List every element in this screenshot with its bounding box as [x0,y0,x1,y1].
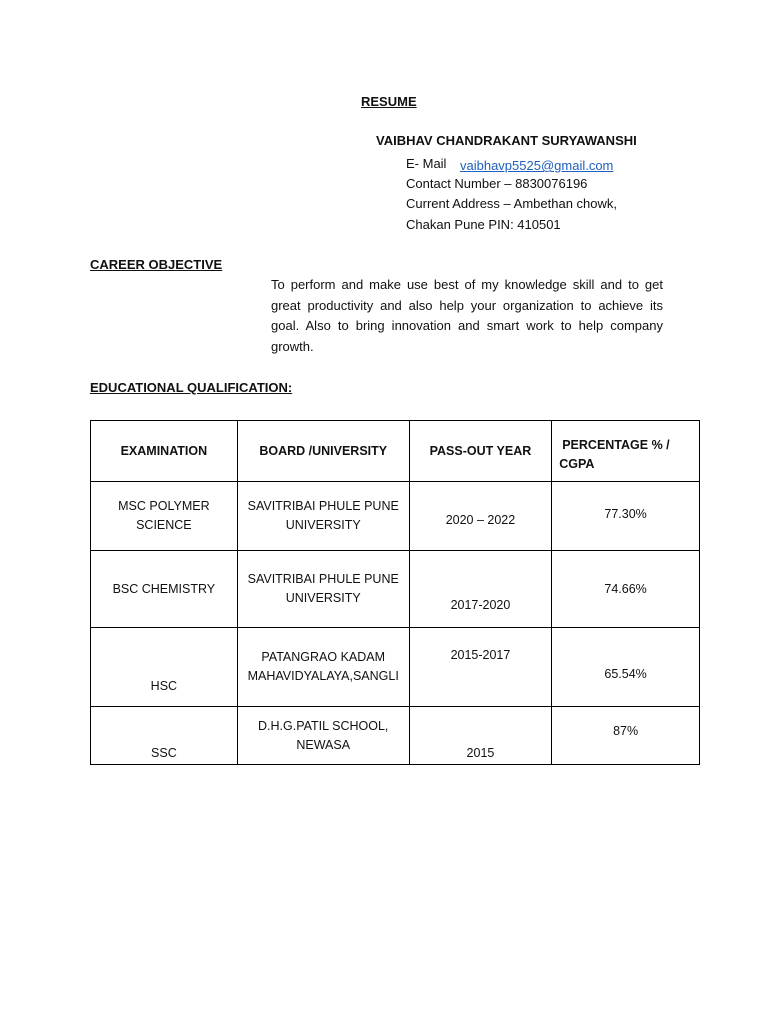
board-cell [237,482,409,551]
percentage-cell: 65.54% [552,628,700,707]
year-cell: 2015 [409,707,552,765]
board-line: D.H.G.PATIL SCHOOL, [258,718,389,733]
education-table [90,420,700,765]
percentage-cell: 87% [552,707,700,765]
candidate-name: VAIBHAV CHANDRAKANT SURYAWANSHI [376,133,637,148]
table-row [91,551,700,628]
header-board-university: BOARD /UNIVERSITY [237,421,409,482]
board-cell [237,551,409,628]
board-line: UNIVERSITY [285,518,361,532]
board-line: UNIVERSITY [285,591,361,605]
board-line: MAHAVIDYALAYA,SANGLI [247,669,399,683]
board-line: PATANGRAO KADAM [261,650,386,664]
header-percentage-line2: CGPA [559,457,595,471]
header-percentage [552,421,700,482]
table-row [91,707,700,765]
header-examination: EXAMINATION [91,421,238,482]
header-percentage-line1: PERCENTAGE % / [562,438,670,452]
exam-cell: BSC CHEMISTRY [91,551,238,628]
address-line-2: Chakan Pune PIN: 410501 [406,217,561,232]
percentage-cell: 77.30% [552,482,700,551]
address-line-1: Current Address – Ambethan chowk, [406,196,618,211]
percentage-cell: 74.66% [552,551,700,628]
career-objective-text: To perform and make use best of my knowledge skill and to get great productivity and also help your organization to achieve its goal. Also to bring innovation and smart work to help company growth. [271,277,663,355]
board-cell [237,707,409,765]
year-cell: 2015-2017 [409,628,552,707]
exam-cell: HSC [91,628,238,707]
board-cell [237,628,409,707]
board-line: SAVITRIBAI PHULE PUNE [247,499,399,513]
table-row [91,482,700,551]
exam-line: MSC POLYMER [118,499,210,513]
board-line: SAVITRIBAI PHULE PUNE [247,572,399,586]
year-cell: 2020 – 2022 [409,482,552,551]
career-objective-heading: CAREER OBJECTIVE [90,257,223,272]
year-cell: 2017-2020 [409,551,552,628]
email-label: E- Mail [406,156,447,171]
exam-cell: SSC [91,707,238,765]
board-line: NEWASA [296,737,351,752]
exam-cell [91,482,238,551]
table-header-row [91,421,700,482]
resume-title: RESUME [361,94,417,109]
email-link[interactable]: vaibhavp5525@gmail.com [460,158,614,173]
contact-number: Contact Number – 8830076196 [406,176,588,191]
exam-line: SCIENCE [136,518,192,532]
table-row [91,628,700,707]
education-heading: EDUCATIONAL QUALIFICATION: [90,380,293,395]
header-pass-out-year: PASS-OUT YEAR [409,421,552,482]
